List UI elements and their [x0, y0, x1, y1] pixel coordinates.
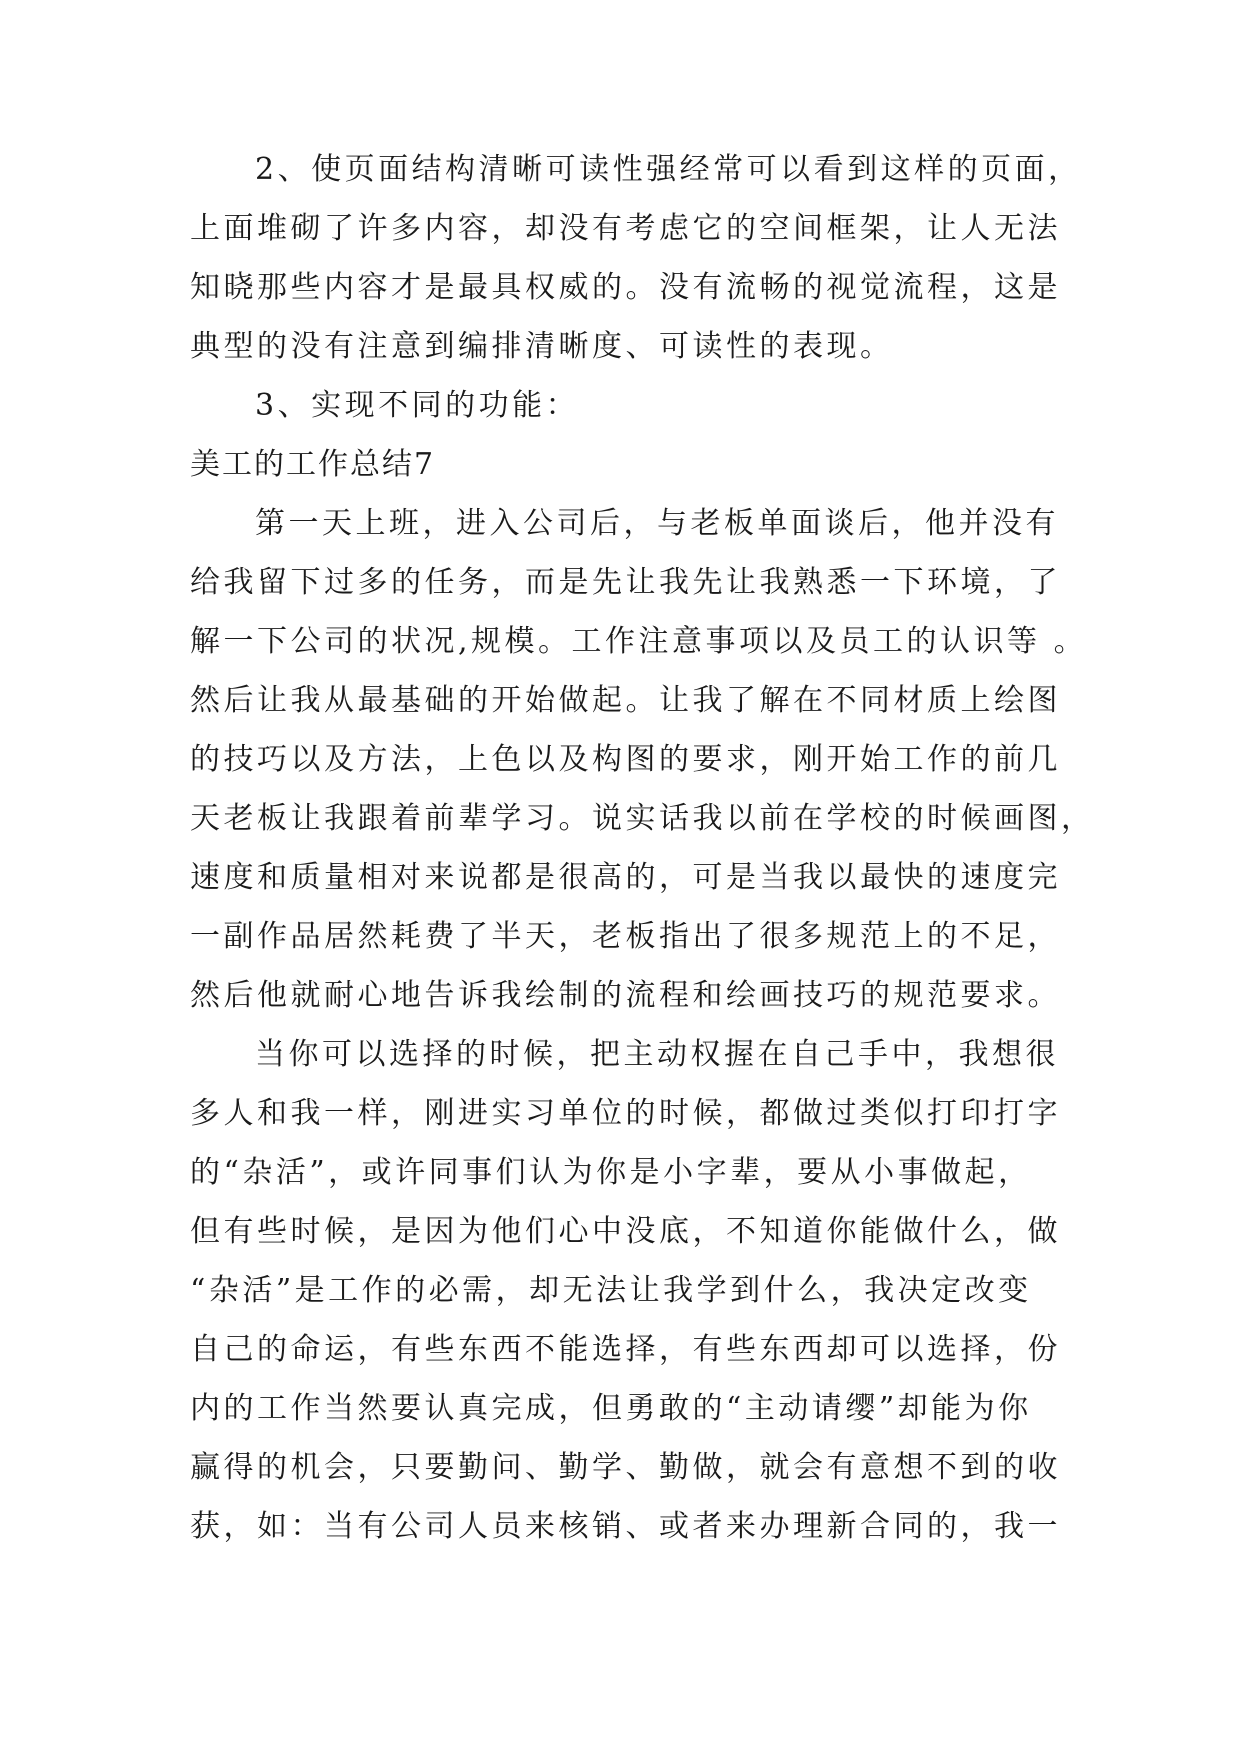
paragraph-line: 知晓那些内容才是最具权威的。没有流畅的视觉流程，这是 — [190, 270, 1061, 305]
paragraph-line: 速度和质量相对来说都是很高的，可是当我以最快的速度完 — [190, 860, 1061, 895]
paragraph-line: 3、实现不同的功能： — [255, 388, 580, 423]
paragraph-line: 多人和我一样，刚进实习单位的时候，都做过类似打印打字 — [190, 1096, 1061, 1131]
paragraph-line: “杂活”是工作的必需，却无法让我学到什么，我决定改变 — [190, 1273, 1032, 1308]
paragraph-line: 第一天上班，进入公司后，与老板单面谈后，他并没有 — [255, 506, 1059, 541]
paragraph-line: 2、使页面结构清晰可读性强经常可以看到这样的页面， — [255, 152, 1082, 187]
paragraph-line: 的技巧以及方法，上色以及构图的要求，刚开始工作的前几 — [190, 742, 1061, 777]
paragraph-line: 解一下公司的状况,规模。工作注意事项以及员工的认识等 。 — [190, 624, 1088, 659]
paragraph-line: 给我留下过多的任务，而是先让我先让我熟悉一下环境，了 — [190, 565, 1061, 600]
paragraph-line: 自己的命运，有些东西不能选择，有些东西却可以选择，份 — [190, 1332, 1061, 1367]
paragraph-line: 的“杂活”，或许同事们认为你是小字辈，要从小事做起， — [190, 1155, 1032, 1190]
paragraph-line: 一副作品居然耗费了半天，老板指出了很多规范上的不足， — [190, 919, 1061, 954]
paragraph-line: 天老板让我跟着前辈学习。说实话我以前在学校的时候画图， — [190, 801, 1095, 836]
section-heading: 美工的工作总结7 — [190, 447, 436, 482]
paragraph-line: 典型的没有注意到编排清晰度、可读性的表现。 — [190, 329, 894, 364]
paragraph-line: 然后他就耐心地告诉我绘制的流程和绘画技巧的规范要求。 — [190, 978, 1061, 1013]
paragraph-line: 当你可以选择的时候，把主动权握在自己手中，我想很 — [255, 1037, 1059, 1072]
paragraph-line: 赢得的机会，只要勤问、勤学、勤做，就会有意想不到的收 — [190, 1450, 1061, 1485]
paragraph-line: 然后让我从最基础的开始做起。让我了解在不同材质上绘图 — [190, 683, 1061, 718]
paragraph-line: 但有些时候，是因为他们心中没底，不知道你能做什么，做 — [190, 1214, 1061, 1249]
paragraph-line: 上面堆砌了许多内容，却没有考虑它的空间框架，让人无法 — [190, 211, 1061, 246]
paragraph-line: 内的工作当然要认真完成，但勇敢的“主动请缨”却能为你 — [190, 1391, 1032, 1426]
paragraph-line: 获，如：当有公司人员来核销、或者来办理新合同的，我一 — [190, 1509, 1061, 1544]
